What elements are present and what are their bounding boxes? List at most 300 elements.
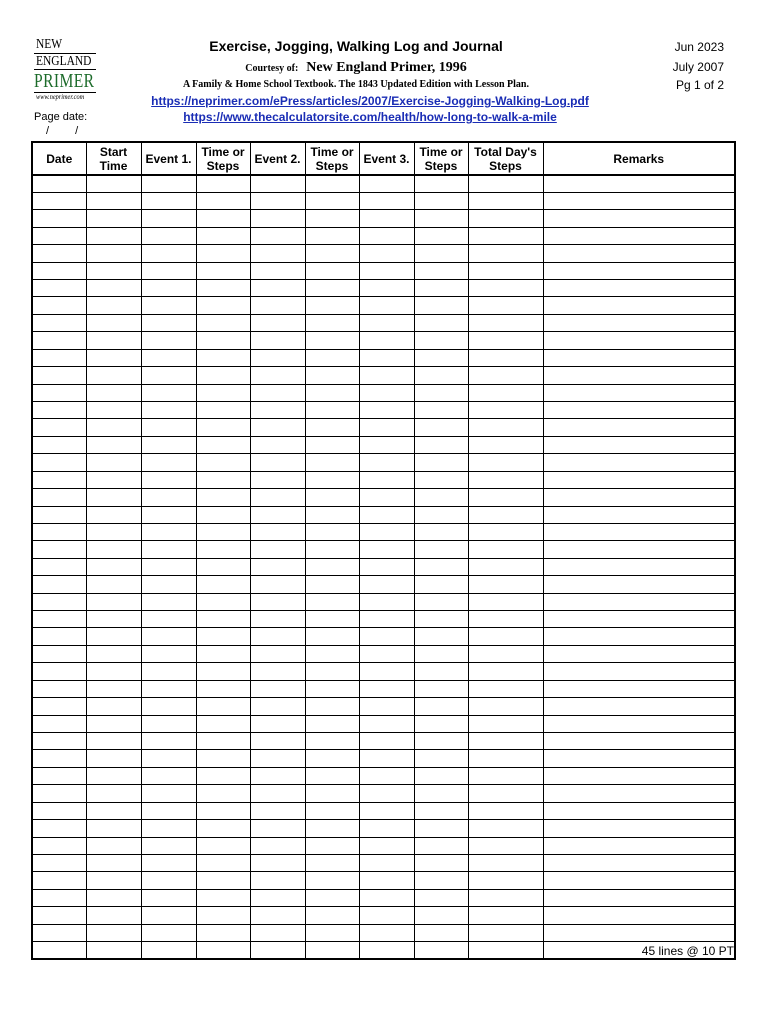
cell-time-steps1[interactable] — [196, 262, 250, 279]
cell-time-steps2[interactable] — [305, 523, 359, 540]
cell-event3[interactable] — [359, 558, 414, 575]
cell-time-steps3[interactable] — [414, 210, 468, 227]
cell-total-steps[interactable] — [468, 506, 543, 523]
cell-remarks[interactable] — [543, 680, 735, 697]
cell-total-steps[interactable] — [468, 611, 543, 628]
cell-event1[interactable] — [141, 471, 196, 488]
cell-time-steps1[interactable] — [196, 436, 250, 453]
cell-date[interactable] — [32, 227, 86, 244]
cell-event2[interactable] — [250, 663, 305, 680]
cell-event1[interactable] — [141, 611, 196, 628]
cell-date[interactable] — [32, 715, 86, 732]
cell-start-time[interactable] — [86, 541, 141, 558]
cell-total-steps[interactable] — [468, 924, 543, 941]
cell-time-steps3[interactable] — [414, 698, 468, 715]
cell-start-time[interactable] — [86, 175, 141, 192]
cell-date[interactable] — [32, 297, 86, 314]
cell-time-steps2[interactable] — [305, 802, 359, 819]
cell-start-time[interactable] — [86, 593, 141, 610]
cell-remarks[interactable] — [543, 733, 735, 750]
cell-total-steps[interactable] — [468, 471, 543, 488]
cell-total-steps[interactable] — [468, 558, 543, 575]
cell-time-steps3[interactable] — [414, 436, 468, 453]
cell-event2[interactable] — [250, 733, 305, 750]
cell-event1[interactable] — [141, 889, 196, 906]
cell-total-steps[interactable] — [468, 384, 543, 401]
cell-time-steps2[interactable] — [305, 245, 359, 262]
cell-total-steps[interactable] — [468, 854, 543, 871]
cell-total-steps[interactable] — [468, 297, 543, 314]
cell-time-steps1[interactable] — [196, 628, 250, 645]
cell-event1[interactable] — [141, 854, 196, 871]
cell-remarks[interactable] — [543, 837, 735, 854]
cell-time-steps3[interactable] — [414, 889, 468, 906]
cell-start-time[interactable] — [86, 663, 141, 680]
cell-start-time[interactable] — [86, 785, 141, 802]
cell-date[interactable] — [32, 471, 86, 488]
cell-start-time[interactable] — [86, 698, 141, 715]
cell-total-steps[interactable] — [468, 593, 543, 610]
cell-total-steps[interactable] — [468, 942, 543, 959]
cell-start-time[interactable] — [86, 767, 141, 784]
cell-total-steps[interactable] — [468, 175, 543, 192]
cell-total-steps[interactable] — [468, 750, 543, 767]
cell-event2[interactable] — [250, 401, 305, 418]
cell-time-steps3[interactable] — [414, 558, 468, 575]
cell-remarks[interactable] — [543, 367, 735, 384]
cell-time-steps3[interactable] — [414, 384, 468, 401]
cell-event1[interactable] — [141, 593, 196, 610]
cell-event2[interactable] — [250, 332, 305, 349]
cell-event2[interactable] — [250, 384, 305, 401]
cell-total-steps[interactable] — [468, 419, 543, 436]
cell-time-steps1[interactable] — [196, 227, 250, 244]
cell-time-steps2[interactable] — [305, 889, 359, 906]
cell-event2[interactable] — [250, 523, 305, 540]
cell-start-time[interactable] — [86, 680, 141, 697]
cell-total-steps[interactable] — [468, 367, 543, 384]
cell-start-time[interactable] — [86, 558, 141, 575]
cell-time-steps2[interactable] — [305, 750, 359, 767]
cell-time-steps1[interactable] — [196, 192, 250, 209]
cell-total-steps[interactable] — [468, 907, 543, 924]
cell-event1[interactable] — [141, 576, 196, 593]
cell-total-steps[interactable] — [468, 314, 543, 331]
cell-time-steps2[interactable] — [305, 401, 359, 418]
cell-event2[interactable] — [250, 297, 305, 314]
cell-time-steps2[interactable] — [305, 262, 359, 279]
cell-start-time[interactable] — [86, 280, 141, 297]
cell-time-steps1[interactable] — [196, 645, 250, 662]
cell-start-time[interactable] — [86, 942, 141, 959]
cell-start-time[interactable] — [86, 924, 141, 941]
cell-event2[interactable] — [250, 227, 305, 244]
cell-event2[interactable] — [250, 489, 305, 506]
cell-event3[interactable] — [359, 262, 414, 279]
cell-total-steps[interactable] — [468, 454, 543, 471]
cell-time-steps1[interactable] — [196, 854, 250, 871]
cell-time-steps2[interactable] — [305, 367, 359, 384]
cell-time-steps3[interactable] — [414, 907, 468, 924]
cell-time-steps1[interactable] — [196, 820, 250, 837]
cell-time-steps2[interactable] — [305, 767, 359, 784]
cell-time-steps2[interactable] — [305, 192, 359, 209]
cell-event3[interactable] — [359, 924, 414, 941]
cell-date[interactable] — [32, 837, 86, 854]
cell-start-time[interactable] — [86, 715, 141, 732]
cell-time-steps3[interactable] — [414, 280, 468, 297]
cell-event3[interactable] — [359, 419, 414, 436]
cell-event3[interactable] — [359, 767, 414, 784]
cell-date[interactable] — [32, 436, 86, 453]
cell-event3[interactable] — [359, 576, 414, 593]
cell-time-steps3[interactable] — [414, 663, 468, 680]
cell-date[interactable] — [32, 419, 86, 436]
cell-event1[interactable] — [141, 454, 196, 471]
cell-remarks[interactable] — [543, 576, 735, 593]
cell-time-steps3[interactable] — [414, 750, 468, 767]
cell-total-steps[interactable] — [468, 767, 543, 784]
cell-date[interactable] — [32, 401, 86, 418]
cell-time-steps2[interactable] — [305, 663, 359, 680]
cell-date[interactable] — [32, 558, 86, 575]
cell-date[interactable] — [32, 942, 86, 959]
cell-time-steps1[interactable] — [196, 384, 250, 401]
cell-time-steps3[interactable] — [414, 262, 468, 279]
cell-event1[interactable] — [141, 872, 196, 889]
cell-event3[interactable] — [359, 750, 414, 767]
cell-time-steps2[interactable] — [305, 872, 359, 889]
cell-remarks[interactable] — [543, 349, 735, 366]
cell-start-time[interactable] — [86, 645, 141, 662]
cell-time-steps3[interactable] — [414, 628, 468, 645]
cell-time-steps2[interactable] — [305, 349, 359, 366]
cell-event1[interactable] — [141, 715, 196, 732]
cell-start-time[interactable] — [86, 297, 141, 314]
cell-total-steps[interactable] — [468, 349, 543, 366]
cell-start-time[interactable] — [86, 245, 141, 262]
cell-start-time[interactable] — [86, 854, 141, 871]
cell-remarks[interactable] — [543, 767, 735, 784]
cell-event3[interactable] — [359, 785, 414, 802]
cell-event2[interactable] — [250, 611, 305, 628]
cell-event1[interactable] — [141, 767, 196, 784]
cell-total-steps[interactable] — [468, 820, 543, 837]
cell-time-steps3[interactable] — [414, 471, 468, 488]
cell-time-steps2[interactable] — [305, 715, 359, 732]
cell-date[interactable] — [32, 820, 86, 837]
cell-date[interactable] — [32, 680, 86, 697]
cell-time-steps3[interactable] — [414, 767, 468, 784]
cell-event3[interactable] — [359, 489, 414, 506]
cell-total-steps[interactable] — [468, 489, 543, 506]
cell-remarks[interactable] — [543, 820, 735, 837]
cell-event1[interactable] — [141, 628, 196, 645]
cell-event2[interactable] — [250, 645, 305, 662]
cell-date[interactable] — [32, 924, 86, 941]
cell-remarks[interactable] — [543, 611, 735, 628]
cell-time-steps3[interactable] — [414, 785, 468, 802]
cell-date[interactable] — [32, 785, 86, 802]
cell-start-time[interactable] — [86, 750, 141, 767]
cell-time-steps1[interactable] — [196, 541, 250, 558]
cell-event3[interactable] — [359, 210, 414, 227]
cell-remarks[interactable] — [543, 785, 735, 802]
cell-remarks[interactable] — [543, 262, 735, 279]
cell-time-steps3[interactable] — [414, 680, 468, 697]
cell-date[interactable] — [32, 576, 86, 593]
cell-event2[interactable] — [250, 924, 305, 941]
cell-event3[interactable] — [359, 680, 414, 697]
cell-remarks[interactable] — [543, 924, 735, 941]
cell-start-time[interactable] — [86, 367, 141, 384]
cell-time-steps1[interactable] — [196, 558, 250, 575]
cell-time-steps3[interactable] — [414, 245, 468, 262]
cell-total-steps[interactable] — [468, 837, 543, 854]
cell-time-steps2[interactable] — [305, 227, 359, 244]
cell-date[interactable] — [32, 645, 86, 662]
cell-start-time[interactable] — [86, 820, 141, 837]
cell-time-steps1[interactable] — [196, 785, 250, 802]
cell-time-steps2[interactable] — [305, 924, 359, 941]
cell-event3[interactable] — [359, 628, 414, 645]
cell-time-steps2[interactable] — [305, 332, 359, 349]
cell-total-steps[interactable] — [468, 715, 543, 732]
cell-start-time[interactable] — [86, 227, 141, 244]
cell-remarks[interactable] — [543, 854, 735, 871]
cell-time-steps1[interactable] — [196, 280, 250, 297]
cell-event2[interactable] — [250, 942, 305, 959]
cell-date[interactable] — [32, 907, 86, 924]
cell-event1[interactable] — [141, 837, 196, 854]
cell-remarks[interactable] — [543, 645, 735, 662]
cell-total-steps[interactable] — [468, 889, 543, 906]
cell-event2[interactable] — [250, 471, 305, 488]
cell-event1[interactable] — [141, 297, 196, 314]
cell-date[interactable] — [32, 750, 86, 767]
cell-event2[interactable] — [250, 454, 305, 471]
cell-event2[interactable] — [250, 698, 305, 715]
cell-start-time[interactable] — [86, 611, 141, 628]
cell-event1[interactable] — [141, 750, 196, 767]
cell-start-time[interactable] — [86, 889, 141, 906]
cell-event3[interactable] — [359, 175, 414, 192]
cell-event3[interactable] — [359, 698, 414, 715]
cell-event1[interactable] — [141, 280, 196, 297]
cell-time-steps3[interactable] — [414, 401, 468, 418]
cell-time-steps2[interactable] — [305, 593, 359, 610]
cell-start-time[interactable] — [86, 837, 141, 854]
cell-time-steps1[interactable] — [196, 314, 250, 331]
cell-start-time[interactable] — [86, 506, 141, 523]
cell-time-steps1[interactable] — [196, 942, 250, 959]
cell-event2[interactable] — [250, 419, 305, 436]
cell-event1[interactable] — [141, 558, 196, 575]
cell-event2[interactable] — [250, 889, 305, 906]
cell-time-steps3[interactable] — [414, 645, 468, 662]
cell-date[interactable] — [32, 889, 86, 906]
cell-event2[interactable] — [250, 280, 305, 297]
cell-event3[interactable] — [359, 593, 414, 610]
cell-date[interactable] — [32, 593, 86, 610]
cell-date[interactable] — [32, 332, 86, 349]
cell-remarks[interactable] — [543, 419, 735, 436]
cell-time-steps1[interactable] — [196, 767, 250, 784]
cell-date[interactable] — [32, 262, 86, 279]
cell-time-steps1[interactable] — [196, 698, 250, 715]
cell-time-steps1[interactable] — [196, 663, 250, 680]
cell-date[interactable] — [32, 489, 86, 506]
cell-event1[interactable] — [141, 663, 196, 680]
cell-time-steps1[interactable] — [196, 523, 250, 540]
cell-time-steps2[interactable] — [305, 733, 359, 750]
cell-event2[interactable] — [250, 785, 305, 802]
cell-event2[interactable] — [250, 175, 305, 192]
cell-event2[interactable] — [250, 680, 305, 697]
cell-time-steps3[interactable] — [414, 854, 468, 871]
cell-event2[interactable] — [250, 506, 305, 523]
cell-event1[interactable] — [141, 349, 196, 366]
cell-event2[interactable] — [250, 192, 305, 209]
cell-event1[interactable] — [141, 645, 196, 662]
cell-date[interactable] — [32, 872, 86, 889]
cell-total-steps[interactable] — [468, 210, 543, 227]
cell-time-steps3[interactable] — [414, 332, 468, 349]
cell-start-time[interactable] — [86, 489, 141, 506]
cell-total-steps[interactable] — [468, 663, 543, 680]
cell-time-steps3[interactable] — [414, 611, 468, 628]
cell-event3[interactable] — [359, 227, 414, 244]
cell-date[interactable] — [32, 767, 86, 784]
lines-footer-note[interactable]: 45 lines @ 10 PT — [543, 942, 735, 959]
cell-time-steps2[interactable] — [305, 280, 359, 297]
cell-total-steps[interactable] — [468, 401, 543, 418]
cell-event3[interactable] — [359, 733, 414, 750]
cell-total-steps[interactable] — [468, 645, 543, 662]
cell-time-steps1[interactable] — [196, 802, 250, 819]
cell-time-steps1[interactable] — [196, 593, 250, 610]
cell-time-steps3[interactable] — [414, 541, 468, 558]
cell-event1[interactable] — [141, 733, 196, 750]
cell-event3[interactable] — [359, 611, 414, 628]
cell-time-steps2[interactable] — [305, 419, 359, 436]
cell-time-steps2[interactable] — [305, 820, 359, 837]
cell-event3[interactable] — [359, 297, 414, 314]
cell-remarks[interactable] — [543, 192, 735, 209]
cell-time-steps2[interactable] — [305, 175, 359, 192]
cell-event1[interactable] — [141, 262, 196, 279]
cell-time-steps1[interactable] — [196, 175, 250, 192]
cell-time-steps2[interactable] — [305, 576, 359, 593]
calculator-link[interactable]: https://www.thecalculatorsite.com/health/how-long-to-walk-a-mile — [183, 110, 557, 124]
cell-time-steps1[interactable] — [196, 454, 250, 471]
cell-event3[interactable] — [359, 384, 414, 401]
cell-event3[interactable] — [359, 854, 414, 871]
cell-event2[interactable] — [250, 767, 305, 784]
cell-time-steps2[interactable] — [305, 645, 359, 662]
cell-time-steps3[interactable] — [414, 733, 468, 750]
cell-start-time[interactable] — [86, 262, 141, 279]
cell-time-steps3[interactable] — [414, 454, 468, 471]
cell-start-time[interactable] — [86, 576, 141, 593]
cell-time-steps1[interactable] — [196, 401, 250, 418]
cell-start-time[interactable] — [86, 384, 141, 401]
cell-start-time[interactable] — [86, 332, 141, 349]
cell-time-steps2[interactable] — [305, 314, 359, 331]
cell-event2[interactable] — [250, 245, 305, 262]
cell-remarks[interactable] — [543, 541, 735, 558]
cell-event1[interactable] — [141, 680, 196, 697]
cell-remarks[interactable] — [543, 471, 735, 488]
cell-total-steps[interactable] — [468, 802, 543, 819]
cell-time-steps2[interactable] — [305, 837, 359, 854]
cell-event3[interactable] — [359, 471, 414, 488]
cell-event3[interactable] — [359, 314, 414, 331]
cell-time-steps1[interactable] — [196, 471, 250, 488]
cell-total-steps[interactable] — [468, 332, 543, 349]
cell-remarks[interactable] — [543, 384, 735, 401]
cell-time-steps3[interactable] — [414, 227, 468, 244]
cell-date[interactable] — [32, 523, 86, 540]
cell-time-steps1[interactable] — [196, 611, 250, 628]
cell-total-steps[interactable] — [468, 262, 543, 279]
cell-event1[interactable] — [141, 175, 196, 192]
cell-time-steps1[interactable] — [196, 733, 250, 750]
cell-time-steps2[interactable] — [305, 680, 359, 697]
cell-total-steps[interactable] — [468, 245, 543, 262]
cell-event1[interactable] — [141, 436, 196, 453]
cell-event3[interactable] — [359, 401, 414, 418]
cell-time-steps2[interactable] — [305, 384, 359, 401]
cell-remarks[interactable] — [543, 628, 735, 645]
cell-start-time[interactable] — [86, 523, 141, 540]
cell-date[interactable] — [32, 733, 86, 750]
cell-event1[interactable] — [141, 210, 196, 227]
cell-date[interactable] — [32, 628, 86, 645]
cell-date[interactable] — [32, 175, 86, 192]
cell-event3[interactable] — [359, 802, 414, 819]
cell-start-time[interactable] — [86, 349, 141, 366]
cell-time-steps3[interactable] — [414, 837, 468, 854]
cell-time-steps1[interactable] — [196, 419, 250, 436]
cell-time-steps2[interactable] — [305, 297, 359, 314]
cell-time-steps2[interactable] — [305, 558, 359, 575]
cell-event2[interactable] — [250, 802, 305, 819]
cell-time-steps1[interactable] — [196, 245, 250, 262]
cell-total-steps[interactable] — [468, 698, 543, 715]
cell-remarks[interactable] — [543, 889, 735, 906]
cell-total-steps[interactable] — [468, 541, 543, 558]
cell-event2[interactable] — [250, 750, 305, 767]
cell-event2[interactable] — [250, 541, 305, 558]
cell-remarks[interactable] — [543, 210, 735, 227]
cell-start-time[interactable] — [86, 419, 141, 436]
cell-event3[interactable] — [359, 454, 414, 471]
cell-time-steps1[interactable] — [196, 889, 250, 906]
cell-event2[interactable] — [250, 367, 305, 384]
cell-event3[interactable] — [359, 820, 414, 837]
cell-total-steps[interactable] — [468, 523, 543, 540]
cell-start-time[interactable] — [86, 471, 141, 488]
cell-remarks[interactable] — [543, 750, 735, 767]
cell-event2[interactable] — [250, 210, 305, 227]
cell-event1[interactable] — [141, 314, 196, 331]
cell-remarks[interactable] — [543, 698, 735, 715]
cell-date[interactable] — [32, 541, 86, 558]
cell-time-steps1[interactable] — [196, 837, 250, 854]
cell-start-time[interactable] — [86, 628, 141, 645]
cell-event1[interactable] — [141, 384, 196, 401]
